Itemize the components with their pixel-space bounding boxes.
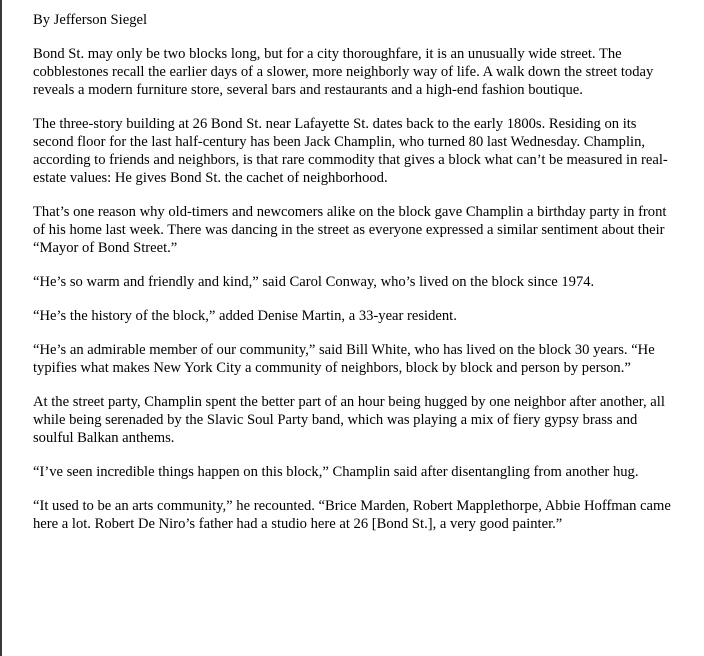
paragraph-9: “It used to be an arts community,” he recounted. “Brice Marden, Robert Mapplethorpe, Abbie Hoffman came here a lot. Robert De Niro’s father had a studio here at 26 [Bond St.], a very good painter.” bbox=[33, 498, 671, 532]
article-body bbox=[33, 11, 673, 549]
paragraph-5: “He’s the history of the block,” added Denise Martin, a 33-year resident. bbox=[33, 308, 457, 324]
paragraph-2: The three-story building at 26 Bond St. near Lafayette St. dates back to the early 1800s. Residing on its second floor for the last half-century has been Jack Champlin, who turned 80 last Wednesday. Champlin, according to friends and neighbors, is that rare commodity that gives a block what can’t be measured in real-estate values: He gives Bond St. the cachet of neighborhood. bbox=[33, 116, 668, 186]
paragraph-3: That’s one reason why old-timers and newcomers alike on the block gave Champlin a birthday party in front of his home last week. There was dancing in the street as everyone expressed a similar sentiment about their “Mayor of Bond Street.” bbox=[33, 204, 667, 256]
paragraph-6: “He’s an admirable member of our community,” said Bill White, who has lived on the block 30 years. “He typifies what makes New York City a community of neighbors, block by block and person by person.” bbox=[33, 342, 655, 376]
paragraph-7: At the street party, Champlin spent the better part of an hour being hugged by one neighbor after another, all while being serenaded by the Slavic Soul Party band, which was playing a mix of fiery gypsy brass and soulful Balkan anthems. bbox=[33, 394, 665, 446]
left-border bbox=[0, 0, 2, 656]
paragraph-1: Bond St. may only be two blocks long, but for a city thoroughfare, it is an unusually wide street. The cobblestones recall the earlier days of a slower, more neighborly way of life. A walk down the street today reveals a modern furniture store, several bars and restaurants and a high-end fashion boutique. bbox=[33, 46, 654, 98]
paragraph-4: “He’s so warm and friendly and kind,” said Carol Conway, who’s lived on the block since 1974. bbox=[33, 274, 595, 290]
byline: By Jefferson Siegel bbox=[33, 12, 148, 28]
paragraph-8: “I’ve seen incredible things happen on this block,” Champlin said after disentangling from another hug. bbox=[33, 464, 639, 480]
